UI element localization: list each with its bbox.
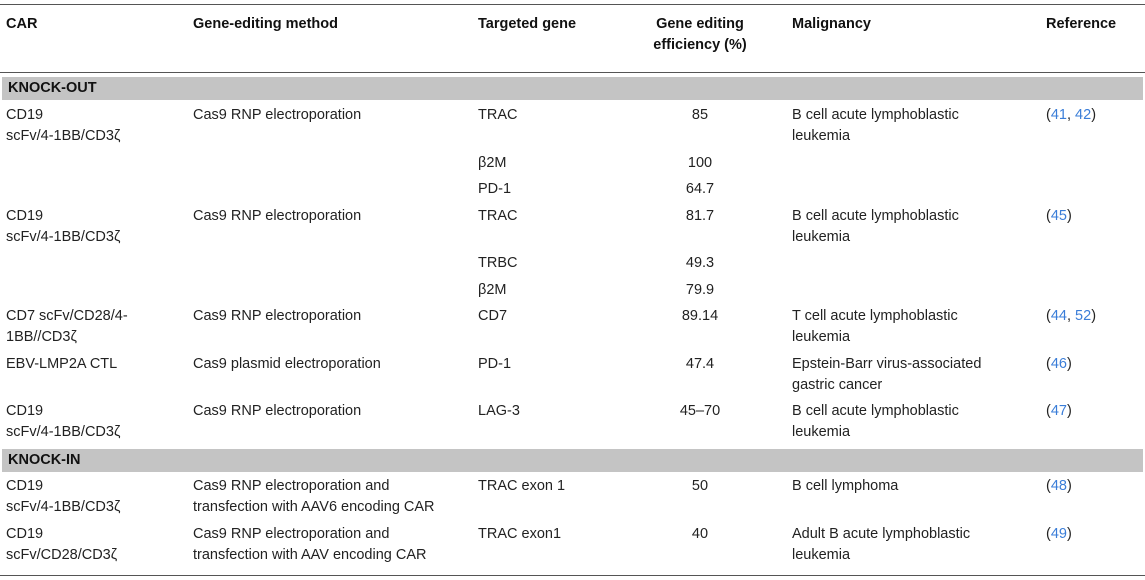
cell-reference: (41, 42) bbox=[1046, 107, 1097, 123]
cell-gene: TRAC bbox=[478, 208, 518, 224]
col-header-car: CAR bbox=[6, 16, 38, 32]
col-header-reference: Reference bbox=[1046, 16, 1117, 32]
section-knockin bbox=[2, 449, 1143, 472]
reference-link[interactable]: 41 bbox=[1050, 107, 1067, 123]
cell-gene: PD-1 bbox=[478, 181, 512, 197]
col-header-gene: Targeted gene bbox=[478, 16, 577, 32]
reference-link[interactable]: 42 bbox=[1075, 107, 1092, 123]
cell-reference: (46) bbox=[1046, 356, 1072, 372]
cell-malignancy: Epstein-Barr virus-associated gastric cancer bbox=[792, 356, 982, 393]
cell-gene: β2M bbox=[478, 282, 507, 298]
cell-gene: PD-1 bbox=[478, 356, 512, 372]
section-knockout bbox=[2, 77, 1143, 100]
reference-link[interactable]: 52 bbox=[1075, 308, 1092, 324]
cell-efficiency: 40 bbox=[691, 526, 709, 542]
cell-gene: LAG-3 bbox=[478, 403, 520, 419]
cell-method: Cas9 plasmid electroporation bbox=[193, 356, 381, 372]
cell-malignancy: B cell lymphoma bbox=[792, 478, 899, 494]
section-label: KNOCK-IN bbox=[8, 452, 81, 468]
cell-malignancy: B cell acute lymphoblastic leukemia bbox=[792, 403, 959, 440]
cell-gene: TRAC exon1 bbox=[478, 526, 562, 542]
cell-car: CD19 scFv/4-1BB/CD3ζ bbox=[6, 403, 121, 440]
cell-car: CD19 scFv/CD28/CD3ζ bbox=[6, 526, 118, 563]
reference-link[interactable]: 44 bbox=[1050, 308, 1067, 324]
cell-method: Cas9 RNP electroporation bbox=[193, 403, 362, 419]
col-header-efficiency: Gene editing efficiency (%) bbox=[653, 16, 747, 53]
cell-efficiency: 50 bbox=[691, 478, 709, 494]
col-header-method: Gene-editing method bbox=[193, 16, 338, 32]
cell-reference: (45) bbox=[1046, 208, 1072, 224]
cell-efficiency: 64.7 bbox=[685, 181, 715, 197]
cell-reference: (44, 52) bbox=[1046, 308, 1097, 324]
cell-malignancy: T cell acute lymphoblastic leukemia bbox=[792, 308, 958, 345]
cell-malignancy: B cell acute lymphoblastic leukemia bbox=[792, 107, 959, 144]
cell-efficiency: 79.9 bbox=[685, 282, 715, 298]
cell-reference: (48) bbox=[1046, 478, 1072, 494]
cell-reference: (47) bbox=[1046, 403, 1072, 419]
cell-car: CD19 scFv/4-1BB/CD3ζ bbox=[6, 478, 121, 515]
cell-car: CD19 scFv/4-1BB/CD3ζ bbox=[6, 208, 121, 245]
cell-efficiency: 89.14 bbox=[681, 308, 719, 324]
cell-efficiency: 49.3 bbox=[685, 255, 715, 271]
cell-gene: CD7 bbox=[478, 308, 508, 324]
cell-efficiency: 45–70 bbox=[679, 403, 721, 419]
cell-method: Cas9 RNP electroporation and transfection with AAV encoding CAR bbox=[193, 526, 427, 563]
cell-method: Cas9 RNP electroporation and transfection with AAV6 encoding CAR bbox=[193, 478, 435, 515]
cell-car: CD7 scFv/CD28/4- 1BB//CD3ζ bbox=[6, 308, 128, 345]
cell-gene: β2M bbox=[478, 155, 507, 171]
cell-method: Cas9 RNP electroporation bbox=[193, 107, 362, 123]
section-label: KNOCK-OUT bbox=[8, 80, 97, 96]
cell-car: EBV-LMP2A CTL bbox=[6, 356, 118, 372]
cell-malignancy: Adult B acute lymphoblastic leukemia bbox=[792, 526, 971, 563]
cell-efficiency: 100 bbox=[687, 155, 713, 171]
reference-link[interactable]: 47 bbox=[1050, 403, 1067, 419]
cell-gene: TRAC exon 1 bbox=[478, 478, 566, 494]
top-rule bbox=[0, 4, 1145, 5]
cell-gene: TRBC bbox=[478, 255, 518, 271]
cell-efficiency: 47.4 bbox=[685, 356, 715, 372]
cell-efficiency: 81.7 bbox=[685, 208, 715, 224]
reference-link[interactable]: 48 bbox=[1050, 478, 1067, 494]
cell-gene: TRAC bbox=[478, 107, 518, 123]
cell-method: Cas9 RNP electroporation bbox=[193, 208, 362, 224]
bottom-rule bbox=[0, 575, 1145, 576]
cell-car: CD19 scFv/4-1BB/CD3ζ bbox=[6, 107, 121, 144]
header-rule bbox=[0, 72, 1145, 73]
reference-link[interactable]: 46 bbox=[1050, 356, 1067, 372]
cell-malignancy: B cell acute lymphoblastic leukemia bbox=[792, 208, 959, 245]
cell-method: Cas9 RNP electroporation bbox=[193, 308, 362, 324]
reference-link[interactable]: 49 bbox=[1050, 526, 1067, 542]
reference-link[interactable]: 45 bbox=[1050, 208, 1067, 224]
col-header-malignancy: Malignancy bbox=[792, 16, 871, 32]
cell-efficiency: 85 bbox=[691, 107, 709, 123]
cell-reference: (49) bbox=[1046, 526, 1072, 542]
